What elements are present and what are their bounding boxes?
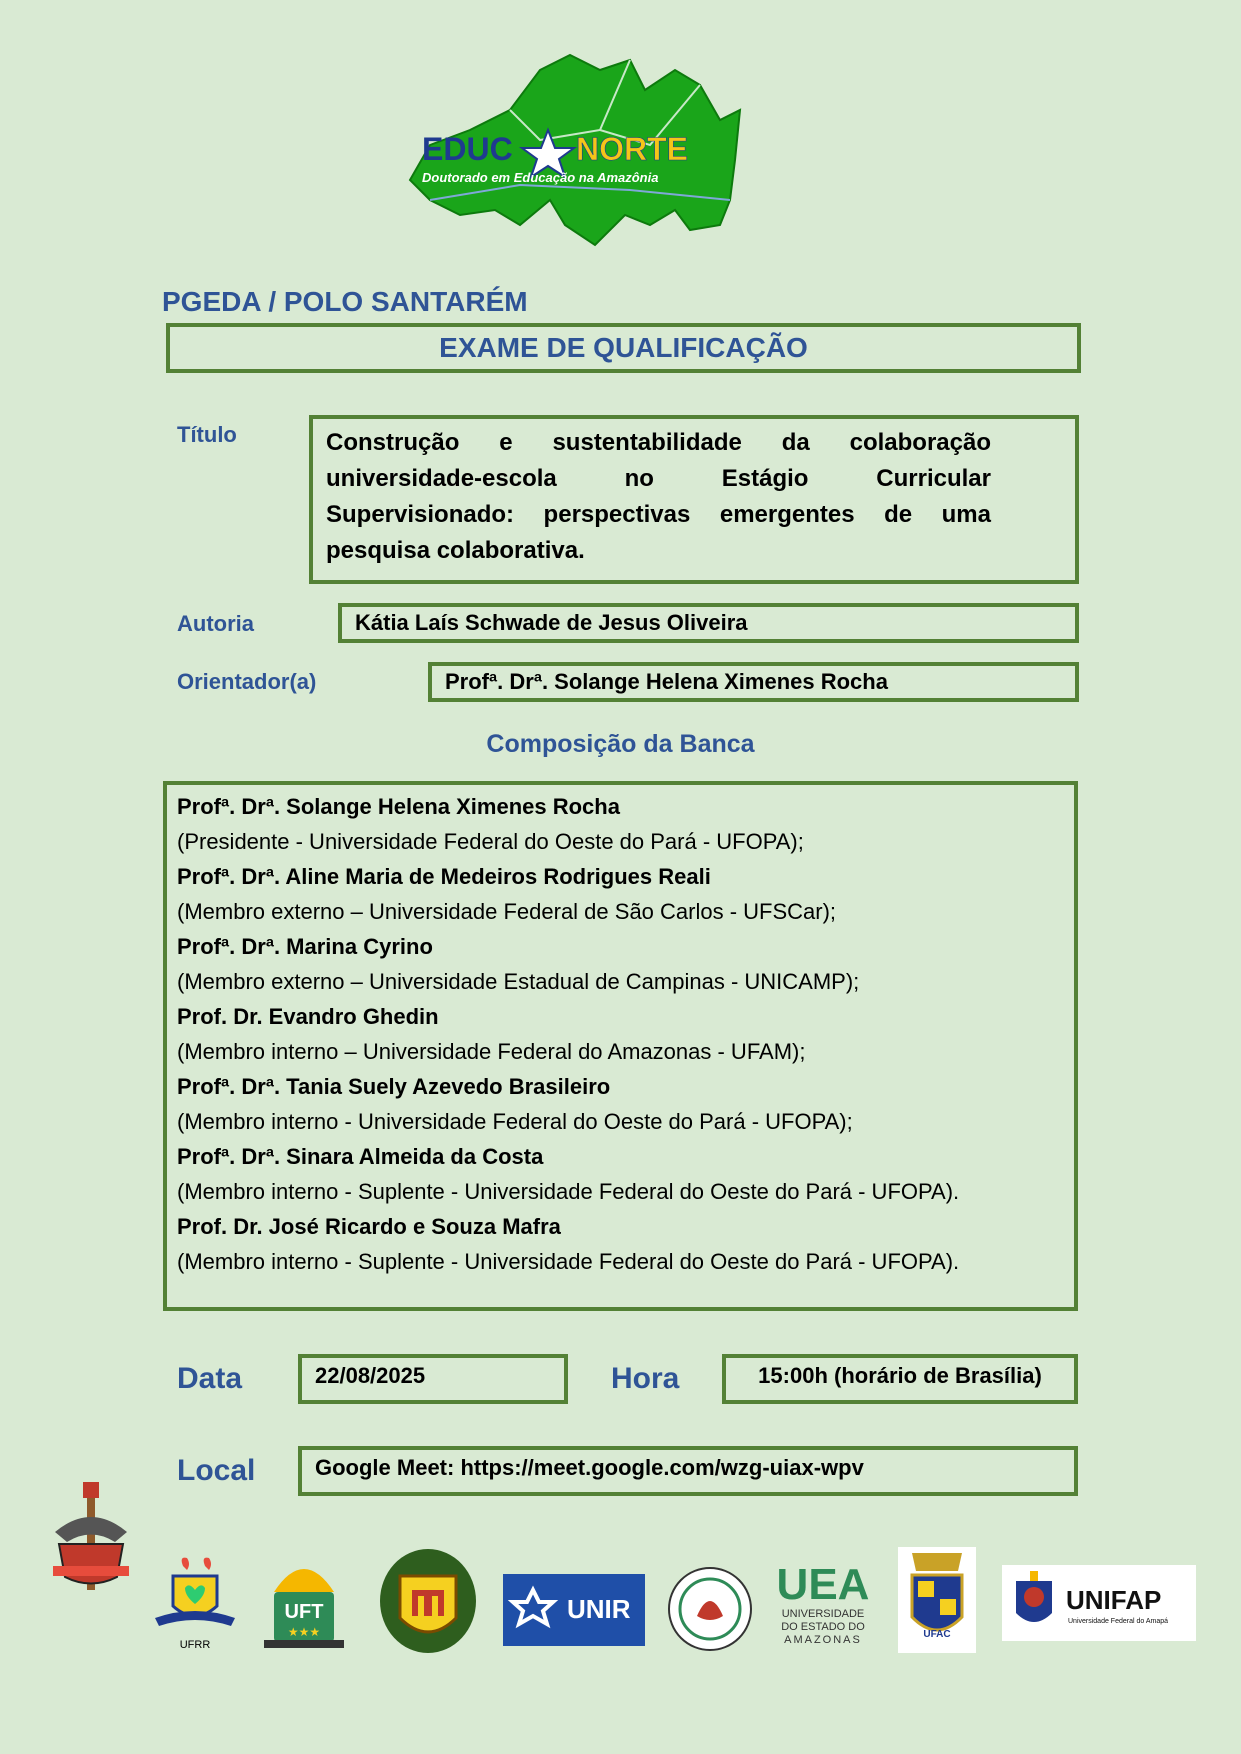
member-role: (Membro interno - Suplente - Universidade Federal do Oeste do Pará - UFOPA).	[177, 1249, 960, 1274]
unifap-logo	[1002, 1565, 1196, 1641]
member-role: (Membro interno – Universidade Federal do Amazonas - UFAM);	[177, 1039, 806, 1064]
data-box	[298, 1354, 568, 1404]
ufac-logo-text: UFAC	[923, 1629, 951, 1640]
autoria-label: Autoria	[177, 611, 254, 636]
orientador-box	[428, 662, 1079, 702]
exam-title-box	[166, 323, 1081, 373]
member-name: Prof. Dr. Evandro Ghedin	[177, 1004, 439, 1029]
local-label: Local	[177, 1454, 256, 1487]
unir-logo-text: UNIR	[567, 1594, 631, 1624]
banca-member	[177, 1209, 1064, 1279]
svg-text:NORTE: NORTE	[576, 131, 688, 167]
member-role: (Membro externo – Universidade Estadual de Campinas - UNICAMP);	[177, 969, 860, 994]
uft-logo-text: UFT	[284, 1601, 324, 1623]
data-label: Data	[177, 1362, 243, 1395]
uea-sub-1: UNIVERSIDADE	[781, 1608, 865, 1620]
educanorte-logo	[400, 50, 840, 265]
svg-text:EDUC: EDUC	[422, 131, 513, 167]
unifap-sub: Universidade Federal do Amapá	[1068, 1618, 1169, 1625]
orientador-label: Orientador(a)	[177, 669, 317, 694]
program-name: PGEDA / POLO SANTARÉM	[162, 286, 528, 317]
uft-logo	[258, 1552, 350, 1652]
uea-sub-3: AMAZONAS	[784, 1634, 862, 1646]
uea-sub-2: DO ESTADO DO	[781, 1621, 865, 1633]
university-seal-logo	[667, 1566, 753, 1652]
svg-text:★★★: ★★★	[287, 1625, 321, 1639]
hora-label: Hora	[611, 1362, 680, 1395]
local-box	[298, 1446, 1078, 1496]
banca-member	[177, 859, 1064, 929]
member-name: Profª. Drª. Marina Cyrino	[177, 934, 433, 959]
member-name: Profª. Drª. Aline Maria de Medeiros Rodrigues Reali	[177, 864, 711, 889]
ufac-logo	[898, 1547, 976, 1653]
titulo-value: Construção e sustentabilidade da colaboração universidade-escola no Estágio Curricular Supervisionado: perspectivas emergentes de uma pesquisa colaborativa.	[326, 429, 991, 564]
ufrr-logo	[153, 1556, 237, 1652]
member-name: Profª. Drª. Solange Helena Ximenes Rocha	[177, 794, 620, 819]
titulo-label: Título	[177, 422, 237, 447]
banca-box	[163, 781, 1078, 1311]
hora-value: 15:00h (horário de Brasília)	[758, 1363, 1042, 1388]
banca-heading: Composição da Banca	[486, 730, 755, 758]
ufrr-caption: UFRR	[179, 1639, 211, 1651]
member-role: (Membro externo – Universidade Federal de São Carlos - UFSCar);	[177, 899, 837, 924]
titulo-box	[309, 415, 1079, 584]
member-role: (Membro interno - Universidade Federal do Oeste do Pará - UFOPA);	[177, 1109, 853, 1134]
banca-member	[177, 999, 1064, 1069]
member-role: (Presidente - Universidade Federal do Oeste do Pará - UFOPA);	[177, 829, 804, 854]
ufopa-crest-logo	[378, 1548, 478, 1654]
banca-member	[177, 929, 1064, 999]
unifap-logo-text: UNIFAP	[1066, 1585, 1162, 1615]
svg-text:Doutorado em Educação na Amazô: Doutorado em Educação na Amazônia	[422, 170, 659, 185]
member-name: Profª. Drª. Tania Suely Azevedo Brasileiro	[177, 1074, 611, 1099]
ufpa-crest-logo	[45, 1482, 137, 1592]
autoria-value: Kátia Laís Schwade de Jesus Oliveira	[355, 610, 748, 635]
banca-member	[177, 1139, 1064, 1209]
amazon-map-icon	[400, 50, 840, 265]
local-value[interactable]: Google Meet: https://meet.google.com/wzg-uiax-wpv	[315, 1455, 864, 1480]
uea-logo-text: UEA	[776, 1560, 870, 1609]
banca-member	[177, 789, 1064, 859]
exam-title: EXAME DE QUALIFICAÇÃO	[439, 332, 808, 363]
orientador-value: Profª. Drª. Solange Helena Ximenes Rocha	[445, 669, 888, 694]
banca-member	[177, 1069, 1064, 1139]
hora-box	[722, 1354, 1078, 1404]
member-name: Prof. Dr. José Ricardo e Souza Mafra	[177, 1214, 561, 1239]
unir-logo	[503, 1574, 645, 1646]
autoria-box	[338, 603, 1079, 643]
uea-logo	[774, 1562, 872, 1652]
member-name: Profª. Drª. Sinara Almeida da Costa	[177, 1144, 544, 1169]
member-role: (Membro interno - Suplente - Universidade Federal do Oeste do Pará - UFOPA).	[177, 1179, 960, 1204]
data-value: 22/08/2025	[315, 1363, 426, 1388]
